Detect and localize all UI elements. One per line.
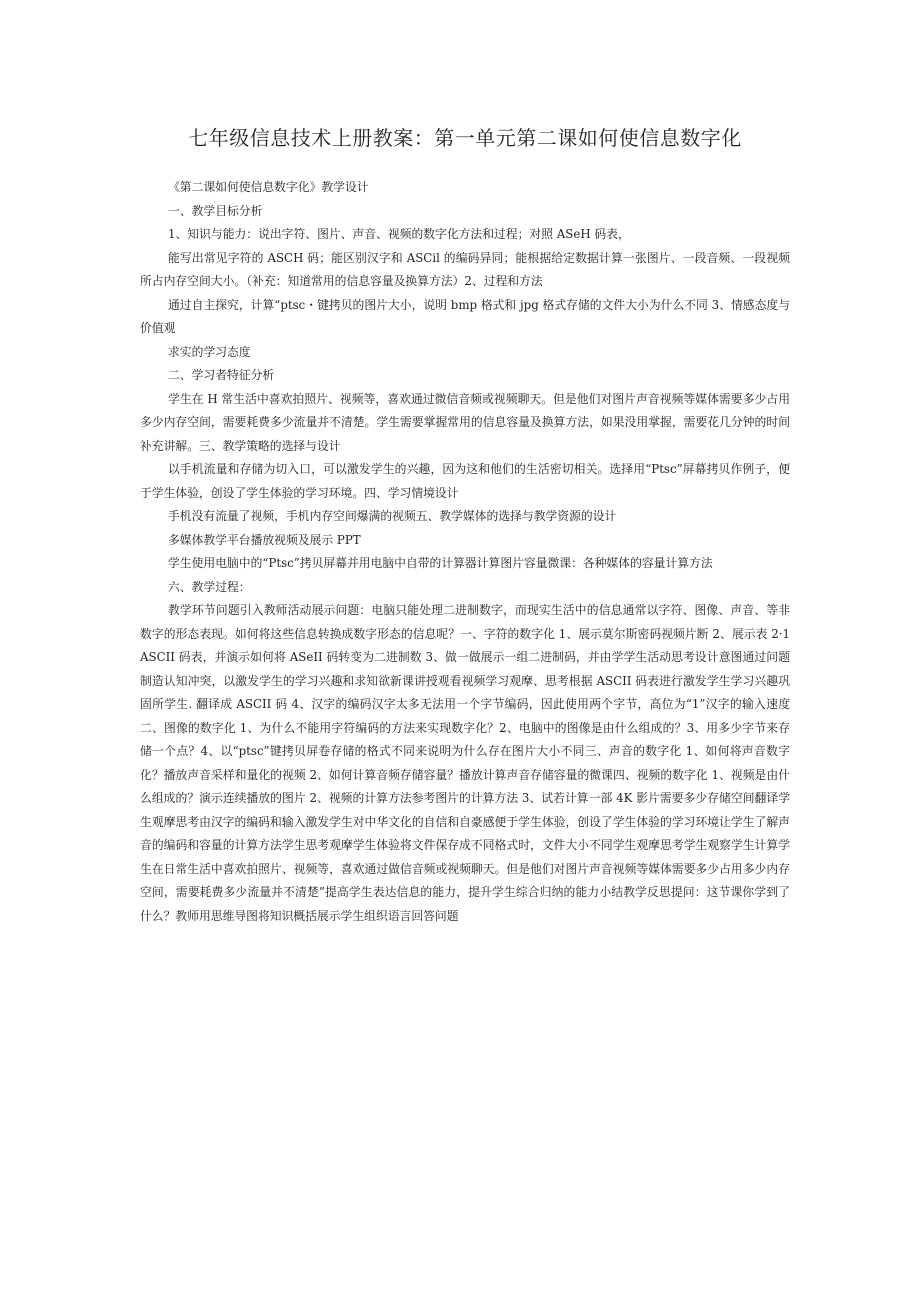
- ascii-ability-paragraph: 能写出常见字符的 ASCH 码；能区别汉字和 ASCil 的编码异同；能根据给定数据计算一张图片、一段音频、一段视频所占内存空间大小。（补充：知道常用的信息容量及换算方法）2、过程和方法: [140, 250, 790, 288]
- situation-paragraph: 手机没有流量了视频，手机内存空间爆满的视频五、教学媒体的选择与教学资源的设计: [168, 509, 617, 523]
- resource-paragraph: 学生使用电脑中的“Ptsc”拷贝屏幕并用电脑中自带的计算器计算图片容量微课：各种媒体的容量计算方法: [168, 556, 713, 570]
- teaching-process-paragraph: 教学环节问题引入教师活动展示问题：电脑只能处理二进制数字，而现实生活中的信息通常以字符、图像、声音、等非数字的形态表现。如何将这些信息转换成数字形态的信息呢？一、字符的数字化 1、展示莫尔斯密码视频片断 2、展示表 2·1ASCII 码表，并演示如何将 ASeII 码转变为二进制数 3、做一做展示一组二进制码，并由学学生活动思考设计意图通过问题制造认知冲突，以激发学生的学习兴趣和求知欲新课讲授观看视频学习观摩、思考根据 ASCII 码表进行激发学生学习兴趣巩固所学生. 翻译成 ASCII 码 4、汉字的编码汉字太多无法用一个字节编码，因此使用两个字节，高位为“1”汉字的输入速度二、图像的数字化 1、为什么不能用字符编码的方法来实现数字化？2、电脑中的图像是由什么组成的？3、用多少字节来存储一个点？4、以“ptsc”键拷贝屏卷存储的格式不同来说明为什么存在图片大小不同三、声音的数字化 1、如何将声音数字化？播放声音采样和量化的视频 2、如何计算音频存储容量？播放计算声音存储容量的微课四、视频的数字化 1、视频是由什么组成的？演示连续播放的图片 2、视频的计算方法参考图片的计算方法 3、试若计算一部 4K 影片需要多少存储空间翻译学生观摩思考由汉字的编码和输入激发学生对中华文化的自信和自豪感便于学生体验，创设了学生体验的学习环境让学生了解声音的编码和容量的计算方法学生思考观摩学生体验将文件保存成不同格式时，文件大小不同学生观摩思考学生观察学生计算学生在日常生活中喜欢拍照片、视频等，喜欢通过做信音频或视频聊天。但是他们对图片声音视频等媒体需要多少占用多少内存空间，需要耗费多少流量并不清楚”提高学生表达信息的能力，提升学生综合归纳的能力小结教学反思提问：这节课你学到了什么？教师用思维导图将知识概括展示学生组织语言回答问题: [140, 603, 790, 923]
- section-process-heading: 六、教学过程：: [168, 579, 251, 594]
- media-paragraph: 多媒体教学平台播放视频及展示 PPT: [168, 532, 361, 547]
- section-objectives-heading: 一、教学目标分析: [168, 203, 263, 218]
- design-heading: 《第二课如何使信息数字化》教学设计: [168, 180, 369, 194]
- knowledge-ability-paragraph: 1、知识与能力：说出字符、图片、声音、视频的数字化方法和过程；对照 ASeH 码表，: [168, 227, 630, 241]
- learner-analysis-paragraph: 学生在 H 常生活中喜欢拍照片、视频等，喜欢通过微信音频或视频聊天。但是他们对图片声音视频等媒体需要多少占用多少内存空间，需要耗费多少流量并不清楚。学生需要掌握常用的信息容量及换算方法，如果没用掌握，需要花几分钟的时间补充讲解。三、教学策略的选择与设计: [140, 391, 790, 453]
- document-page: [140, 118, 790, 928]
- attitude-paragraph: 求实的学习态度: [168, 344, 251, 359]
- strategy-paragraph: 以手机流量和存储为切入口，可以激发学生的兴趣，因为这和他们的生活密切相关。选择用“Ptsc”屏幕拷贝作例子，便于学生体验，创设了学生体验的学习环境。四、学习情境设计: [140, 462, 790, 500]
- process-method-paragraph: 通过自主探究，计算“ptsc・键拷贝的图片大小，说明 bmp 格式和 jpg 格式存储的文件大小为什么不同 3、情感态度与价值观: [140, 297, 790, 335]
- section-learner-heading: 二、学习者特征分析: [168, 368, 275, 382]
- document-title: 七年级信息技术上册教案：第一单元第二课如何使信息数字化: [188, 126, 742, 150]
